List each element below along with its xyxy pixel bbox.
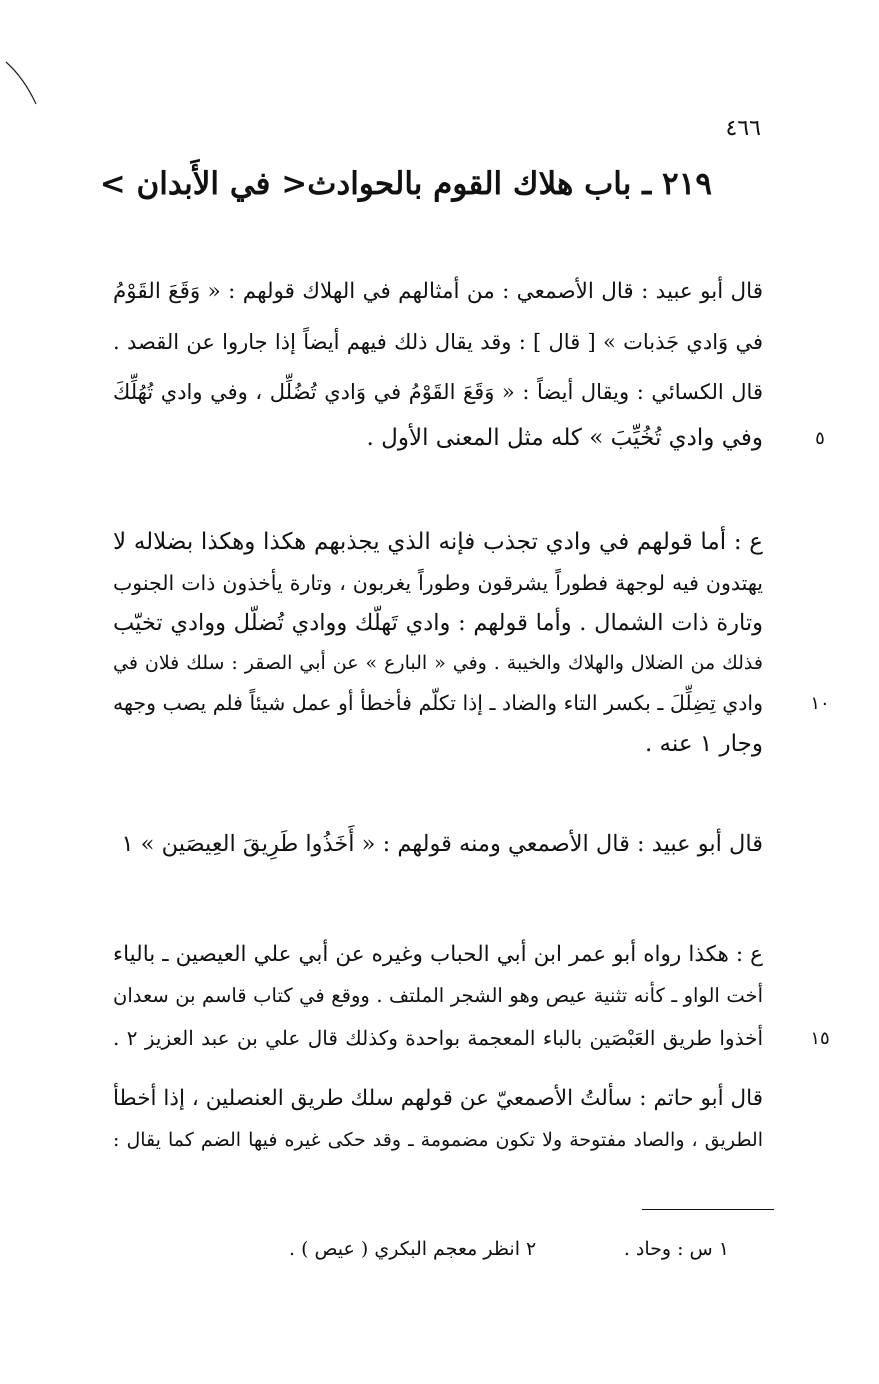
text-line: قال أبو عبيد : قال الأصمعي : من أمثالهم في الهلاك قولهم : « وَقَعَ القَوْمُ <box>113 279 763 304</box>
text-line: وتارة ذات الشمال . وأما قولهم : وادي تَهلّك ووادي تُضلّل ووادي تخيّب <box>113 610 763 636</box>
line-number-5: ٥ <box>815 428 825 449</box>
text-line: في وَادي جَذبات » [ قال ] : وقد يقال ذلك فيهم أيضاً إذا جاروا عن القصد . <box>113 330 763 354</box>
chapter-title: ٢١٩ ـ باب هلاك القوم بالحوادث< في الأَبدان > <box>99 166 712 202</box>
footnote-divider <box>642 1209 774 1210</box>
text-line: يهتدون فيه لوجهة فطوراً يشرقون وطوراً يغربون ، وتارة يأخذون ذات الجنوب <box>113 571 763 595</box>
scan-edge-mark <box>0 0 60 120</box>
text-line: ع : أما قولهم في وادي تجذب فإنه الذي يجذبهم هكذا وهكذا بضلاله لا <box>113 529 763 555</box>
text-line: قال الكسائي : ويقال أيضاً : « وَقَعَ القَوْمُ في وَادي تُضُلِّل ، وفي وادي تُهُلِّكَ <box>113 380 763 404</box>
text-line: قال أبو حاتم : سألتُ الأصمعيّ عن قولهم سلك طريق العنصلين ، إذا أخطأ <box>113 1086 763 1111</box>
page-number: ٤٦٦ <box>725 116 761 141</box>
text-line: الطريق ، والصاد مفتوحة ولا تكون مضمومة ـ وقد حكى غيره فيها الضم كما يقال : <box>113 1129 763 1151</box>
line-number-10: ١٠ <box>810 693 830 714</box>
text-line: قال أبو عبيد : قال الأصمعي ومنه قولهم : « أَخَذُوا طَرِيقَ العِيصَين » ١ <box>121 831 763 857</box>
footnotes <box>289 1238 729 1260</box>
line-number-15: ١٥ <box>810 1028 830 1049</box>
text-line: ع : هكذا رواه أبو عمر ابن أبي الحباب وغيره عن أبي علي العيصين ـ بالياء <box>113 942 763 967</box>
text-line: وفي وادي تُخُيِّبَ » كله مثل المعنى الأول . <box>366 425 763 451</box>
footnote-2: ٢ انظر معجم البكري ( عيص ) . <box>289 1238 537 1260</box>
footnote-1: ١ س : وحاد . <box>623 1238 729 1260</box>
text-line: وادي تِضِلِّلَ ـ بكسر التاء والضاد ـ إذا تكلّم فأخطأ أو عمل شيئاً فلم يصب وجهه <box>113 691 763 715</box>
text-line: فذلك من الضلال والهلاك والخيبة . وفي « البارع » عن أبي الصقر : سلك فلان في <box>113 652 763 674</box>
text-line: أخذوا طريق العَبْصَين بالباء المعجمة بواحدة وكذلك قال علي بن عبد العزيز ٢ . <box>113 1026 763 1050</box>
text-line: أخت الواو ـ كأنه تثنية عيص وهو الشجر الملتف . ووقع في كتاب قاسم بن سعدان <box>113 984 763 1007</box>
text-line: وجار ١ عنه . <box>644 731 763 757</box>
